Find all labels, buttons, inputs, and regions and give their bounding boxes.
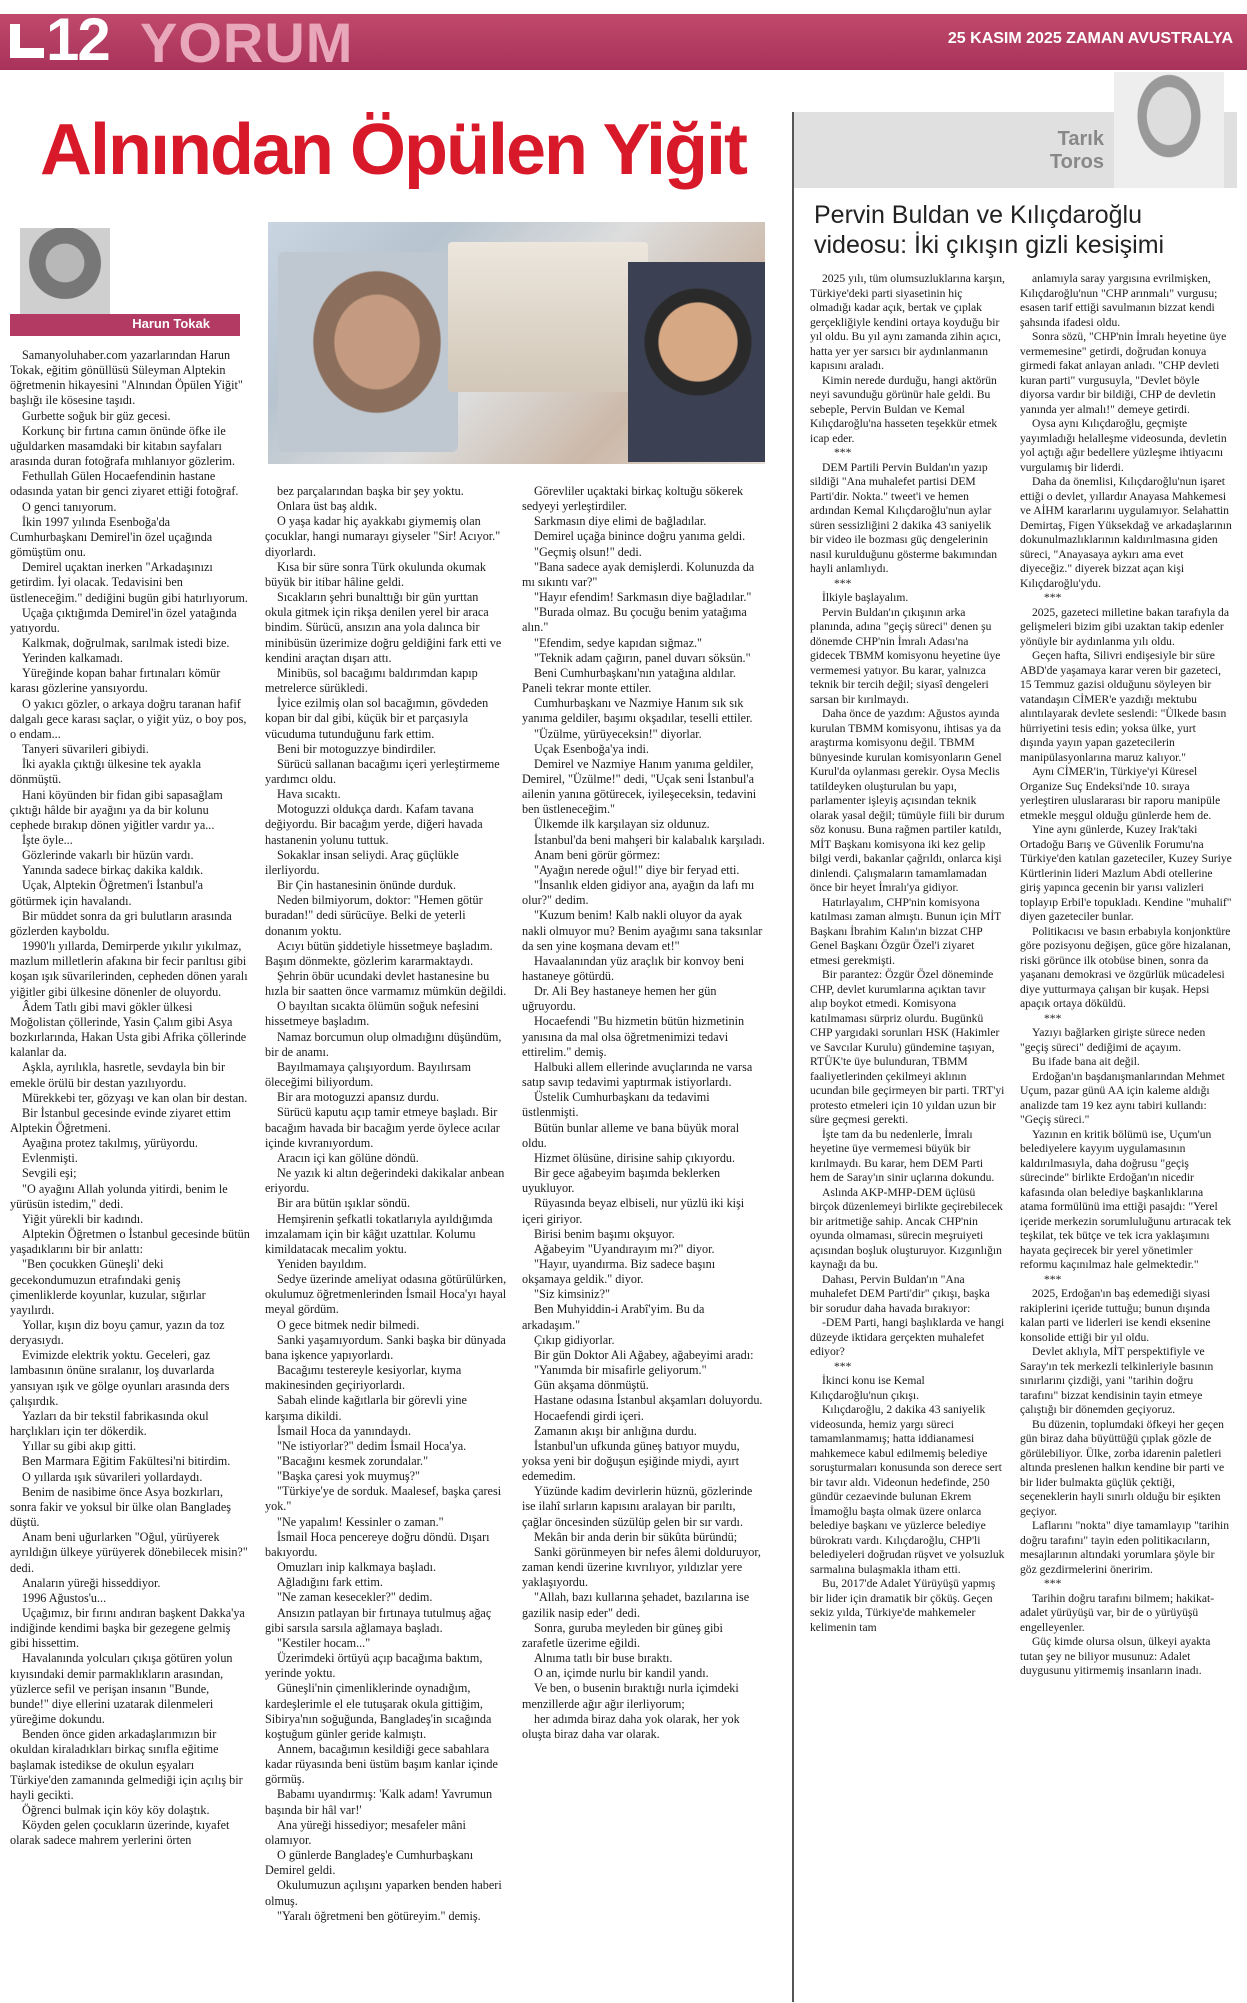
paragraph: Sarkmasın diye elimi de bağladılar.	[534, 514, 707, 529]
paragraph: Gün akşama dönmüştü.	[534, 1378, 649, 1393]
page-header	[0, 0, 1247, 78]
author-name: Harun Tokak	[132, 316, 210, 331]
paragraph: Ve ben, o busenin bıraktığı nurla içimdeki menzillerde ağır ağır ilerliyorum;	[522, 1681, 739, 1711]
paragraph: Köyden gelen çocukların üzerinde, kıyafet olarak sadece mahrem yerlerini örten	[10, 1818, 230, 1848]
paragraph: Bir gün Doktor Ali Ağabey, ağabeyimi aradı:	[534, 1347, 754, 1362]
paragraph: İstanbul'un ufkunda güneş batıyor muydu, yoksa yeni bir doğuşun eşiğinde miydi, ayırt edemedim.	[522, 1438, 740, 1484]
paragraph: "Ne zaman kesecekler?" dedim.	[277, 1590, 433, 1605]
paragraph: Ben Marmara Eğitim Fakültesi'ni bitirdim.	[22, 1454, 231, 1469]
paragraph: Birisi benim başımı okşuyor.	[534, 1226, 675, 1241]
paragraph: "Teknik adam çağırın, panel duvarı söksün."	[534, 650, 751, 665]
paragraph: "İnsanlık elden gidiyor ana, ayağın da lafı mı olur?" dedim.	[522, 878, 755, 908]
paragraph: Yerinden kalkamadı.	[22, 651, 123, 666]
paragraph: Halbuki allem ellerinde avuçlarında ne varsa satıp savıp tedavimi yaptırmak istiyorlardı.	[522, 1059, 753, 1090]
paragraph: Bu, 2017'de Adalet Yürüyüşü yapmış bir lider için dramatik bir çöküş. Geçen sekiz yılda, Türkiye'de mahkemeler kelimenin tam	[810, 1577, 996, 1634]
paragraph: "Kuzum benim! Kalb nakli oluyor da ayak nakli olmuyor mu? Benim ayağımı sana taksınlar da sen yine koşmana devam et!"	[522, 908, 763, 953]
paragraph: Görevliler uçaktaki birkaç koltuğu sökerek sedyeyi yerleştirdiler.	[522, 484, 744, 514]
sidebar-author-photo	[1114, 72, 1224, 188]
paragraph: Sürücü kaputu açıp tamir etmeye başladı. Bir bacağım havada bir bacağım yerde öylece acılar içinde kıvranıyordum.	[265, 1105, 500, 1150]
paragraph: Güneşli'nin çimenliklerinde oynadığım, kardeşlerimle el ele tutuşarak okula gittiğim, Sibirya'nın soğuğunda, Bangladeş'in sıcağında koştuğum günler geride kalmıştı.	[265, 1681, 492, 1741]
paragraph: Sanki yaşamıyordum. Sanki başka bir dünyada bana işkence yapıyorlardı.	[265, 1332, 506, 1362]
paragraph: Pervin Buldan'ın çıkışının arka planında, adına "geçiş süreci" denen şu dönemde CHP'nin İmralı Adası'na gidecek TBMM komisyonu heyetine üye vermemesi yatıyor. Bu karar, yalnızca teknik bir tercih değil; siyasî dengeleri sarsan bir kırılmaydı.	[810, 605, 1001, 706]
paragraph: "Hayır efendim! Sarkmasın diye bağladılar."	[534, 590, 752, 605]
paragraph: Âdem Tatlı gibi mavi gökler ülkesi Moğolistan çöllerinde, Yasin Çalım gibi Asya bozkırlarında, Hakan Usta gibi Afrika çöllerinde kalanlar da.	[10, 999, 247, 1060]
paragraph: İstanbul'da beni mahşeri bir kalabalık karşıladı.	[534, 832, 765, 847]
paragraph: İyice ezilmiş olan sol bacağımın, gövdeden kopan bir dal gibi, küçük bir et parçasıyla vücuduma tutunduğunu fark ettim.	[265, 696, 489, 741]
paragraph: Mürekkebi ter, gözyaşı ve kan olan bir destan.	[22, 1090, 248, 1105]
paragraph: "Hayır, uyandırma. Biz sadece başını okşamaya geldik." diyor.	[522, 1256, 716, 1287]
paragraph: Tarihin doğru tarafını bilmem; hakikat-adalet yürüyüşü var, bir de o yürüyüşü engelleyenler.	[1020, 1591, 1215, 1634]
paragraph: O yıllarda ışık süvarileri yollardaydı.	[22, 1469, 203, 1484]
dateline: 25 KASIM 2025 ZAMAN AVUSTRALYA	[947, 30, 1233, 47]
paragraph: Sabah elinde kağıtlarla bir görevli yine karşıma dikildi.	[265, 1393, 467, 1423]
paragraph: Tanyeri süvarileri gibiydi.	[22, 742, 149, 757]
paragraph: O günlerde Bangladeş'e Cumhurbaşkanı Demirel geldi.	[265, 1848, 474, 1878]
author-box	[10, 228, 240, 338]
paragraph: Sanki görünmeyen bir nefes âlemi dolduruyor, zaman kendi üzerine kıvrılıyor, yıldızlar yere yaklaşıyordu.	[522, 1544, 761, 1590]
paragraph: "Başka çaresi yok muymuş?"	[277, 1469, 420, 1484]
article-column-3	[522, 484, 765, 1999]
paragraph: Bir ara bütün ışıklar söndü.	[277, 1196, 411, 1211]
paragraph: Neden bilmiyorum, doktor: "Hemen götür buradan!" dedi sürücüye. Belki de yeterli donanım yoktu.	[265, 893, 483, 938]
corner-arrow-icon	[10, 20, 40, 60]
paragraph: O an, içimde nurlu bir kandil yandı.	[534, 1666, 709, 1681]
paragraph: Yüreğinde kopan bahar fırtınaları kömür karası gözlerine yansıyordu.	[10, 666, 221, 696]
paragraph: "Burada olmaz. Bu çocuğu benim yatağıma alın."	[522, 605, 747, 635]
paragraph: "Efendim, sedye kapıdan sığmaz."	[534, 635, 703, 650]
paragraph: Kalkmak, doğrulmak, sarılmak istedi bize.	[22, 635, 230, 650]
paragraph: Alptekin Öğretmen o İstanbul gecesinde bütün yaşadıklarını bir bir anlattı:	[10, 1227, 250, 1257]
paragraph: O yaşa kadar hiç ayakkabı giymemiş olan çocuklar, hangi numarayı giyseler "Sir! Acıyor." diyorlardı.	[265, 514, 501, 559]
paragraph: Öğrenci bulmak için köy köy dolaştık.	[22, 1803, 210, 1817]
paragraph: Yazıyı bağlarken girişte sürece neden "geçiş süreci" dediğimi de açayım.	[1020, 1026, 1206, 1054]
paragraph: "Allah, bazı kullarına şehadet, bazılarına ise gazilik nasip eder" dedi.	[522, 1590, 750, 1620]
sidebar-column-2	[1020, 272, 1232, 2000]
paragraph: Benden önce giden arkadaşlarımızın bir okuldan kiraladıkları birkaç sınıfla eğitime başlamak istedikse de okulun eşyaları Türkiye'den zamanında gelmediği için açılış bir hayli gecikti.	[10, 1727, 243, 1802]
paragraph: Yanında sadece birkaç dakika kaldık.	[22, 863, 204, 878]
paragraph: Bu düzenin, toplumdaki öfkeyi her geçen gün biraz daha büyüttüğü çıplak gözle de görülebiliyor. Ülke, zorba idarenin paletleri altında preslenen halkın kendine bir parti ve bir lider bulmakta güçlük çektiği, seçeneklerin hayli sınırlı olduğu bir eşikten geçiyor.	[1020, 1417, 1225, 1518]
paragraph: Kimin nerede durduğu, hangi aktörün neyi savunduğu görünür hale geldi. Bu sebeple, Pervin Buldan ve Kemal Kılıçdaroğlu'na hasseten teşekkür etmek icap eder.	[810, 373, 998, 445]
paragraph: Beni Cumhurbaşkanı'nın yatağına aldılar. Paneli tekrar monte ettiler.	[522, 665, 736, 696]
paragraph: ***	[1044, 591, 1062, 604]
paragraph: Hocaefendi "Bu hizmetin bütün hizmetinin yanısına da mal olsa öğretmenimizi tedavi ettirelim." demiş.	[522, 1014, 745, 1059]
paragraph: Yiğit yürekli bir kadındı.	[22, 1211, 144, 1226]
paragraph: Hava sıcaktı.	[277, 787, 341, 802]
paragraph: Gözlerinde vakarlı bir hüzün vardı.	[22, 848, 194, 863]
article-photo	[268, 222, 765, 464]
paragraph: 2025, Erdoğan'ın baş edemediği siyasi rakiplerini içeride tuttuğu; bunun dışında kalan parti ve liderleri ise kendi eksenine konsolide ettiği bir yıl oldu.	[1020, 1287, 1211, 1344]
paragraph: Demirel uçağa binince doğru yanıma geldi.	[534, 529, 746, 544]
paragraph: Bütün bunlar alleme ve bana büyük moral oldu.	[522, 1120, 740, 1150]
paragraph: Namaz borcumun olup olmadığını düşündüm, bir de anamı.	[265, 1029, 502, 1059]
paragraph: Okulumuzun açılışını yaparken benden haberi olmuş.	[265, 1878, 502, 1908]
paragraph: Yüzünde kadim devirlerin hüznü, gözlerinde ise ilahî sırların kapısını aralayan bir parıltı, çağlar öncesinden süzülüp gelen bir sır vardı.	[522, 1484, 753, 1529]
paragraph: İkinci konu ise Kemal Kılıçdaroğlu'nun çıkışı.	[810, 1374, 925, 1402]
paragraph: Evimizde elektrik yoktu. Geceleri, gaz lambasının önüne sıralanır, loş duvarlarda yansıyan ışık ve gölge oyunları arasında ders çalışırdık.	[10, 1348, 230, 1408]
paragraph: Acıyı bütün şiddetiyle hissetmeye başladım. Başım dönmekte, gözlerim kararmaktaydı.	[265, 938, 493, 968]
sidebar-author-name: Tarık Toros	[1049, 128, 1104, 173]
paragraph: Evlenmişti.	[22, 1151, 78, 1166]
paragraph: Dr. Ali Bey hastaneye hemen her gün uğruyordu.	[522, 984, 717, 1014]
paragraph: Bir Çin hastanesinin önünde durduk.	[277, 878, 457, 893]
paragraph: O genci tanıyorum.	[22, 499, 117, 514]
paragraph: Rüyasında beyaz elbiseli, nur yüzlü iki kişi içeri giriyor.	[522, 1196, 745, 1226]
paragraph: Omuzları inip kalkmaya başladı.	[277, 1560, 437, 1575]
paragraph: DEM Partili Pervin Buldan'ın yazıp sildiği "Ana muhalefet partisi DEM Parti'dir. Nokta." tweet'i ve hemen ardından Kemal Kılıçdaroğlu'nun aylar süren sessizliğini 2 dakika 43 saniyelik bir video ile bozması güç dengelerinin nasıl kurulduğunu gösterme bakımından hayli anlamlıydı.	[810, 460, 998, 575]
paragraph: Yıllar su gibi akıp gitti.	[22, 1439, 137, 1454]
paragraph: Yazının en kritik bölümü ise, Uçum'un belediyelere kayyım uygulamasının kaldırılmasıyla, daha doğrusu "geçiş sürecinde" birlikte Erdoğan'ın nicedir kafasında olan belediye başkanlıklarına atama formülünü ima ettiği pasajdı: "Yerel içeride merkezin sorumluluğunu artıracak tek teşkilat, tek bütçe ve tek icra yaklaşımını hayata geçirecek bir yerel yönetimler reformu kaçınılmaz hale gelmektedir."	[1020, 1127, 1232, 1271]
paragraph: Daha önce de yazdım: Ağustos ayında kurulan TBMM komisyonu, ihtisas ya da araştırma komisyonu değil. TBMM bünyesinde kurulan komisyonların Genel Kurul'da oylanması gerekir. Oysa Meclis tatildeyken oluşturulan bu yapı, parlamenter işleyiş açısından teknik olarak yasal değil; tümüyle fiili bir durum söz konusu. Buna rağmen partiler katıldı, MİT Başkanı komisyona iki kez gelip bilgi verdi, bakanlar çağrıldı, onlarca kişi dinlendi. Çalışmaların tamamlamadan önce bir heyet İmralı'ya gidiyor.	[810, 707, 1005, 894]
paragraph: O yakıcı gözler, o arkaya doğru taranan hafif dalgalı gece karası saçlar, o yiğit yüz, o boy pos, o endam...	[10, 696, 247, 741]
paragraph: Havalanında yolcuları çıkışa götüren yolun kıyısındaki demir parmaklıkların arasından, yüzlerce sefil ve perişan insanın "Bunde, bunde!" diye ellerini uzatarak dilenmeleri yüreğime dokundu.	[10, 1651, 233, 1727]
paragraph: Sedye üzerinde ameliyat odasına götürülürken, okulumuz öğretmenlerinden İsmail Hoca'yı hayal meyal gördüm.	[265, 1272, 507, 1317]
paragraph: Politikacısı ve basın erbabıyla konjonktüre göre pozisyonu değişen, güce göre hizalanan, riski görünce ilk otobüse binen, sonra da yaşananı demokrasi ve özgürlük mücadelesi diye yutturmaya çalışan bir kuşak. Hepsi apaçık ortaya döküldü.	[1020, 924, 1231, 1010]
paragraph: "Ne yapalım! Kessinler o zaman."	[277, 1514, 444, 1529]
paragraph: Daha da önemlisi, Kılıçdaroğlu'nun işaret ettiği o devlet, yıllardır Anayasa Mahkemesi ve AİHM kararlarını uygulamıyor. Selahattin Demirtaş, Figen Yüksekdağ ve arkadaşlarının dokunulmazlıklarının kaldırılmasına giden süreci, "Anayasaya aykırı ama evet diyeceğiz." diyerek bizzat açan kişi Kılıçdaroğlu'ydu.	[1020, 475, 1232, 590]
paragraph: İki ayakla çıktığı ülkesine tek ayakla dönmüştü.	[10, 757, 202, 787]
paragraph: 1990'lı yıllarda, Demirperde yıkılır yıkılmaz, mazlum milletlerin afakına bir fecir parıltısı gibi koşan ışık süvarilerinden, cepheden dönen yaralı yiğitler gibi ülkesine dönenler de oluyordu.	[10, 939, 248, 999]
paragraph: Gurbette soğuk bir güz gecesi.	[22, 408, 171, 423]
paragraph: Fethullah Gülen Hocaefendinin hastane odasında yatan bir genci ziyaret ettiği fotoğraf.	[10, 469, 239, 499]
paragraph: Bu ifade bana ait değil.	[1032, 1055, 1140, 1068]
paragraph: Kılıçdaroğlu, 2 dakika 43 saniyelik videosunda, hemiz yargı süreci tamamlanmamış; hatta iddianamesi mahkemece kabul edilmemiş belediye soruşturmaları konusunda son derece sert bir tavır aldı. Videonun hedefinde, 250 gündür cezaevinde bulunan Ekrem İmamoğlu başta olmak üzere onlarca belediye başkanı ve yüzlerce belediye bürokratı vardı. Kılıçdaroğlu, CHP'li belediyeleri doğrudan rüşvet ve yolsuzluk sarmalına bulaşmakla itham etti.	[810, 1403, 1005, 1576]
paragraph: 1996 Ağustos'u...	[22, 1590, 107, 1605]
paragraph: Devlet aklıyla, MİT perspektifiyle ve Saray'ın tek merkezli telkinleriyle basının sınırlarını çizdiği, yani "tarihin doğru tarafını" bizzat kendisinin tayin etmeye çalıştığı bir dönemden geçiyoruz.	[1020, 1345, 1214, 1416]
paragraph: "Ayağın nerede oğul!" diye bir feryad etti.	[534, 862, 740, 877]
paragraph: "Ne istiyorlar?" dedim İsmail Hoca'ya.	[277, 1438, 467, 1453]
paragraph: O bayıltan sıcakta ölümün soğuk nefesini hissetmeye başladım.	[265, 999, 480, 1029]
paragraph: "Bana sadece ayak demişlerdi. Kolunuzda da mı sıkıntı var?"	[522, 559, 755, 589]
paragraph: Bir müddet sonra da gri bulutların arasında gözlerden kayboldu.	[10, 908, 232, 938]
paragraph: ***	[1044, 1272, 1062, 1286]
paragraph: Erdoğan'ın başdanışmanlarından Mehmet Uçum, pazar günü AA için kaleme aldığı analizde tam 19 kez aynı tabiri kullandı: "Geçiş süreci."	[1020, 1069, 1225, 1126]
author-photo	[20, 228, 110, 328]
paragraph: Uçak Esenboğa'ya indi.	[534, 741, 649, 756]
paragraph: Alnıma tatlı bir buse bıraktı.	[534, 1651, 673, 1666]
paragraph: "Ben çocukken Güneşli' deki gecekondumuzun etrafındaki geniş çimenliklerde koyunlar, kuzular, sığırlar yayılırdı.	[10, 1257, 206, 1317]
sidebar-title: Pervin Buldan ve Kılıçdaroğlu videosu: İki çıkışın gizli kesişimi	[814, 201, 1165, 259]
paragraph: Çıkıp gidiyorlar.	[534, 1332, 615, 1347]
paragraph: Hocaefendi girdi içeri.	[534, 1408, 644, 1423]
paragraph: Beni bir motoguzzye bindirdiler.	[277, 741, 437, 756]
paragraph: Hatırlayalım, CHP'nin komisyona katılması zaman almıştı. Bunun için MİT Başkanı İbrahim Kalın'ın bizzat CHP Genel Başkanı Özgür Özel'i ziyaret etmesi gerekmişti.	[810, 895, 1002, 967]
paragraph: Mekân bir anda derin bir sükûta büründü;	[534, 1529, 738, 1544]
paragraph: Hani köyünden bir fidan gibi sapasağlam çıktığı hâlde bir ayağını ya da bir kolunu cephede bırakıp dönen yiğitler vardır ya...	[10, 787, 223, 832]
paragraph: Dahası, Pervin Buldan'ın "Ana muhalefet DEM Parti'dir" çıkışı, başka bir sorudur daha havada bırakıyor:	[810, 1272, 990, 1315]
portrait-photo	[628, 262, 765, 462]
paragraph: Annem, bacağımın kesildiği gece sabahlara kadar rüyasında beni üstüm başım kanlar içinde görmüş.	[265, 1741, 498, 1787]
paragraph: Güç kimde olursa olsun, ülkeyi ayakta tutan şey ne biliyor musunuz: Adalet duygusunu yitirmemiş insanların inadı.	[1020, 1635, 1211, 1677]
paragraph: Bir gece ağabeyim başımda beklerken uyukluyor.	[522, 1166, 721, 1196]
paragraph: Hastane odasına İstanbul akşamları doluyordu.	[534, 1393, 763, 1408]
paragraph: Demirel uçaktan inerken "Arkadaşınızı getirdim. İyi olacak. Tedavisini ben üstleneceğim." dediğini bugün gibi hatırlıyorum.	[10, 560, 248, 605]
paragraph: Sokaklar insan seliydi. Araç güçlükle ilerliyordu.	[265, 847, 459, 877]
paragraph: Motoguzzi oldukça dardı. Kafam tavana değiyordu. Bir bacağım yerde, diğeri havada hastanenin yolunu tuttuk.	[265, 802, 483, 847]
page-number: 12	[10, 8, 109, 72]
paragraph: Cumhurbaşkanı ve Nazmiye Hanım sık sık yanıma geldiler, başımı okşadılar, teselli ettiler.	[522, 696, 753, 726]
group-photo	[448, 242, 648, 392]
paragraph: Bir ara motoguzzi apansız durdu.	[277, 1090, 440, 1105]
paragraph: İkin 1997 yılında Esenboğa'da Cumhurbaşkanı Demirel'in özel uçağında gömüştüm onu.	[10, 514, 213, 560]
paragraph: Bir parantez: Özgür Özel döneminde CHP, devlet kurumlarına açıktan tavır alıp boykot etmedi. Komisyona katılmaması sürpriz olurdu. Bugünkü CHP yargıdaki sorunları HSK (Hakimler ve Savcılar Kurulu) gündemine taşıyan, RTÜK'te üye bulunduran, TBMM faaliyetlerinden çekilmeyi aklının ucundan bile geçirmeyen bir parti. TRT'yi protesto etmeleri için 10 yıldan uzun bir süre geçmesi gerekti.	[810, 968, 1005, 1126]
article-column-2	[265, 484, 507, 1999]
paragraph: Aynı CİMER'in, Türkiye'yi Küresel Organize Suç Endeksi'nde 10. sıraya yerleştiren uluslararası bir raporu manipüle etmekle meşgul olduğu günlerde hem de.	[1020, 765, 1221, 822]
paragraph: Hizmet ölüsüne, dirisine sahip çıkıyordu.	[534, 1150, 736, 1165]
paragraph: Demirel ve Nazmiye Hanım yanıma geldiler, Demirel, "Üzülme!" dedi, "Uçak seni İstanbul'a ailenin yanına götürecek, iyileşeceksin, tedavini ben üstleneceğim."	[522, 756, 757, 817]
paragraph: Ülkemde ilk karşılayan siz oldunuz.	[534, 817, 710, 832]
hospital-photo	[278, 252, 458, 452]
paragraph: 2025 yılı, tüm olumsuzluklarına karşın, Türkiye'deki parti siyasetinin hiç olmadığı kadar açık, bertak ve çıplak gerçekliğiyle kendini ortaya koyduğu bir yıl oldu. Bu yıl aynı zamanda zihin açıcı, hatta yer yer sarsıcı bir aydınlanmanın kapısını araladı.	[810, 272, 1005, 372]
paragraph: Üstelik Cumhurbaşkanı da tedavimi üstlenmişti.	[522, 1090, 710, 1120]
paragraph: Sevgili eşi;	[22, 1166, 77, 1181]
paragraph: Uçağa çıktığımda Demirel'in özel yatağında yatıyordu.	[10, 605, 237, 635]
paragraph: Ne yazık ki altın değerindeki dakikalar anbean eriyordu.	[265, 1166, 505, 1196]
paragraph: "O ayağını Allah yolunda yitirdi, benim le yürüsün istedim," dedi.	[10, 1181, 228, 1211]
paragraph: Geçen hafta, Silivri endişesiyle bir süre ABD'de yaşamaya karar veren bir gazeteci, 15 Temmuz gazisi olduğunu söyleyen bir vatandaşın CİMER'e yazdığı mektubu alıntılayarak devlete seslendi: "Ülkede basın hürriyetini tesis edin; yoksa ülke, yurt dışında yayın yapan gazetecilerin manipülasyonlarına maruz kalıyor."	[1020, 649, 1227, 764]
paragraph: Uçak, Alptekin Öğretmen'i İstanbul'a götürmek için havalandı.	[10, 878, 204, 908]
paragraph: ***	[834, 446, 852, 459]
paragraph: Yeniden bayıldım.	[277, 1256, 367, 1271]
paragraph: Yine aynı günlerde, Kuzey Irak'taki Ortadoğu Barış ve Güvenlik Forumu'na Türkiye'den katılan gazeteciler, Kuzey Suriye Kürtlerinin lideri Mazlum Abdi otellerine giriş yapınca gecenin bir yarısı valizleri toplayıp Erbil'e topukladı. Kendine "muhalif" diyen gazeteciler bunlar.	[1020, 823, 1232, 923]
paragraph: Sıcakların şehri bunalttığı bir gün yurttan okula gitmek için rikşa denilen yerel bir araca bindim. Sürücü, ansızın ana yola dalınca bir minibüsün üzerimize doğru geldiğini fark etti ve kendini araçtan dışarı attı.	[265, 590, 502, 665]
paragraph: Bir İstanbul gecesinde evinde ziyaret ettim Alptekin Öğretmeni.	[10, 1105, 231, 1135]
paragraph: İsmail Hoca da yanındaydı.	[277, 1423, 412, 1438]
paragraph: "Bacağını kesmek zorundalar."	[277, 1454, 429, 1468]
sidebar-column-1	[810, 272, 1005, 2000]
paragraph: Ben Muhyiddin-i Arabî'yim. Bu da arkadaşım."	[522, 1302, 705, 1332]
paragraph: "Üzülme, yürüyeceksin!" diyorlar.	[534, 726, 702, 741]
paragraph: Uçağımız, bir fırını andıran başkent Dakka'ya indiğinde kendimi başka bir gezegene gelmiş gibi hissettim.	[10, 1605, 245, 1651]
paragraph: Bacağımı testereyle kesiyorlar, kıyma makinesinden geçiriyorlardı.	[265, 1363, 462, 1393]
paragraph: Üzerimdeki örtüyü açıp bacağıma baktım, yerinde yoktu.	[265, 1651, 483, 1681]
paragraph: Havaalanından yüz araçlık bir konvoy beni hastaneye götürdü.	[522, 953, 745, 983]
paragraph: Samanyoluhaber.com yazarlarından Harun Tokak, eğitim gönüllüsü Süleyman Alptekin öğretmenin hikayesini "Alnından Öpülen Yiğit" başlığı ile kösesine taşıdı.	[10, 348, 243, 408]
paragraph: Aşkla, ayrılıkla, hasretle, sevdayla bin bir emekle örülü bir destan yazılıyordu.	[10, 1060, 226, 1090]
paragraph: Yollar, kışın diz boyu çamur, yazın da toz deryasıydı.	[10, 1318, 225, 1348]
paragraph: Ağabeyim "Uyandırayım mı?" diyor.	[534, 1241, 715, 1256]
paragraph: Oysa aynı Kılıçdaroğlu, geçmişte yayımladığı helalleşme videosunda, devletin yol açtığı ağır bedellere yüzleşme ihtiyacını vurgulamış bir liderdi.	[1020, 417, 1227, 474]
paragraph: O gece bitmek nedir bilmedi.	[277, 1317, 420, 1332]
paragraph: Aslında AKP-MHP-DEM üçlüsü birçok düzenlemeyi birlikte geçirebilecek bir aritmetiğe sahip. Ancak CHP'nin oyunda olmaması, sürecin meşruiyeti açısından boşluk oluşturuyor. Kızgınlığın kaynağı da bu.	[810, 1185, 1003, 1271]
paragraph: Şehrin öbür ucundaki devlet hastanesine bu hızla bir saatten önce varmamız mümkün değildi.	[265, 969, 507, 999]
paragraph: "Yanımda bir misafirle geliyorum."	[534, 1363, 707, 1378]
paragraph: Ayağına protez takılmış, yürüyordu.	[22, 1136, 198, 1151]
paragraph: ***	[1044, 1577, 1062, 1590]
paragraph: "Kestiler hocam..."	[277, 1635, 371, 1650]
paragraph: Aracın içi kan gölüne döndü.	[277, 1150, 419, 1165]
article-column-1	[10, 348, 250, 1998]
paragraph: ***	[834, 1359, 852, 1373]
paragraph: İşte tam da bu nedenlerle, İmralı heyetine üye vermemesi büyük bir kırılmaydı. Bu karar, hem DEM Parti hem de Saray'ın sinir uçlarına dokundu.	[810, 1127, 995, 1184]
paragraph: Onlara üst baş aldık.	[277, 499, 378, 514]
paragraph: "Yaralı öğretmeni ben götüreyim." demiş.	[277, 1908, 481, 1923]
paragraph: Anam beni uğurlarken "Oğul, yürüyerek ayrıldığın ülkeye yürüyerek dönebilecek misin?" dedi.	[10, 1530, 248, 1575]
paragraph: her adımda biraz daha yok olarak, her yok oluşta biraz daha var olarak.	[522, 1711, 740, 1741]
paragraph: Zamanın akışı bir anlığına durdu.	[534, 1423, 697, 1438]
paragraph: 2025, gazeteci milletine bakan tarafıyla da gelişmeleri bizim gibi uzaktan takip edenler yönüyle bir aydınlanma yılı oldu.	[1020, 605, 1230, 648]
paragraph: Minibüs, sol bacağımı baldırımdan kapıp metrelerce sürükledi.	[265, 665, 478, 696]
paragraph: Ağladığını fark ettim.	[277, 1575, 383, 1590]
paragraph: Benim de nasibime önce Asya bozkırları, sonra fakir ve yoksul bir ülke olan Bangladeş düştü.	[10, 1484, 232, 1530]
paragraph: "Siz kimsiniz?"	[534, 1287, 610, 1302]
paragraph: "Geçmiş olsun!" dedi.	[534, 544, 642, 559]
paragraph: Korkunç bir fırtına camın önünde öfke ile uğuldarken masamdaki bir kitabın sayfaları arasında duran fotoğrafa mıhlanıyor gözlerim.	[10, 423, 236, 469]
paragraph: ***	[834, 576, 852, 590]
paragraph: bez parçalarından başka bir şey yoktu.	[277, 484, 464, 498]
paragraph: Anaların yüreği hisseddiyor.	[22, 1575, 161, 1590]
paragraph: Sürücü sallanan bacağımı içeri yerleştirmeme yardımcı oldu.	[265, 756, 500, 786]
paragraph: Bayılmamaya çalışıyordum. Bayılırsam öleceğimi biliyordum.	[265, 1059, 471, 1090]
paragraph: Kısa bir süre sonra Türk okulunda okumak büyük bir itibar hâline geldi.	[265, 559, 486, 589]
paragraph: İşte öyle...	[22, 833, 73, 847]
paragraph: Babamı uyandırmış: 'Kalk adam! Yavrumun başında bir hâl var!'	[265, 1787, 493, 1817]
paragraph: İlkiyle başlayalım.	[822, 591, 909, 604]
paragraph: Yazları da bir tekstil fabrikasında okul harçlıkları için ter dökerdik.	[10, 1408, 209, 1439]
paragraph: Sonra sözü, "CHP'nin İmralı heyetine üye vermemesine" getirdi, doğrudan konuya girmedi fakat anlayan anladı. "CHP devleti kuran parti" vurgusuyla, "Devlet böyle diyorsa vardır bir bildiği, CHP de devletin yanında yer almalı!" demeye getirdi.	[1020, 330, 1227, 416]
article-title: Alnından Öpülen Yiğit	[40, 110, 746, 190]
paragraph: Anam beni görür görmez:	[534, 847, 661, 862]
paragraph: -DEM Parti, hangi başlıklarda ve hangi düzeyde iktidara gerçekten muhalefet ediyor?	[810, 1316, 1005, 1358]
paragraph: Ana yüreği hissediyor; mesafeler mâni olamıyor.	[265, 1817, 466, 1847]
paragraph: ***	[1044, 1011, 1062, 1025]
section-name: YORUM	[140, 11, 354, 74]
paragraph: "Türkiye'ye de sorduk. Maalesef, başka çaresi yok."	[265, 1484, 502, 1514]
paragraph: anlamıyla saray yargısına evrilmişken, Kılıçdaroğlu'nun "CHP arınmalı" vurgusu; esasen tarif ettiği savulmanın bizzat kendi şahsında ifadesi oldu.	[1020, 272, 1218, 329]
paragraph: Hemşirenin şefkatli tokatlarıyla ayıldığımda imzalamam için bir kâğıt uzattılar. Kolumu kimildatacak mecalim yoktu.	[265, 1211, 493, 1256]
paragraph: Sonra, guruba meyleden bir güneş gibi zarafetle üzerime eğildi.	[522, 1620, 723, 1650]
paragraph: İsmail Hoca pencereye doğru döndü. Dışarı bakıyordu.	[265, 1529, 490, 1559]
paragraph: Laflarını "nokta" diye tamamlayıp "tarihin doğru tarafını" tayin eden politikacıların, mesajlarının altındaki yorumlara şöyle bir göz gezdirmelerini öneririm.	[1020, 1519, 1230, 1576]
paragraph: Ansızın patlayan bir fırtınaya tutulmuş ağaç gibi sarsıla sarsıla ağlamaya başladı.	[265, 1605, 492, 1635]
